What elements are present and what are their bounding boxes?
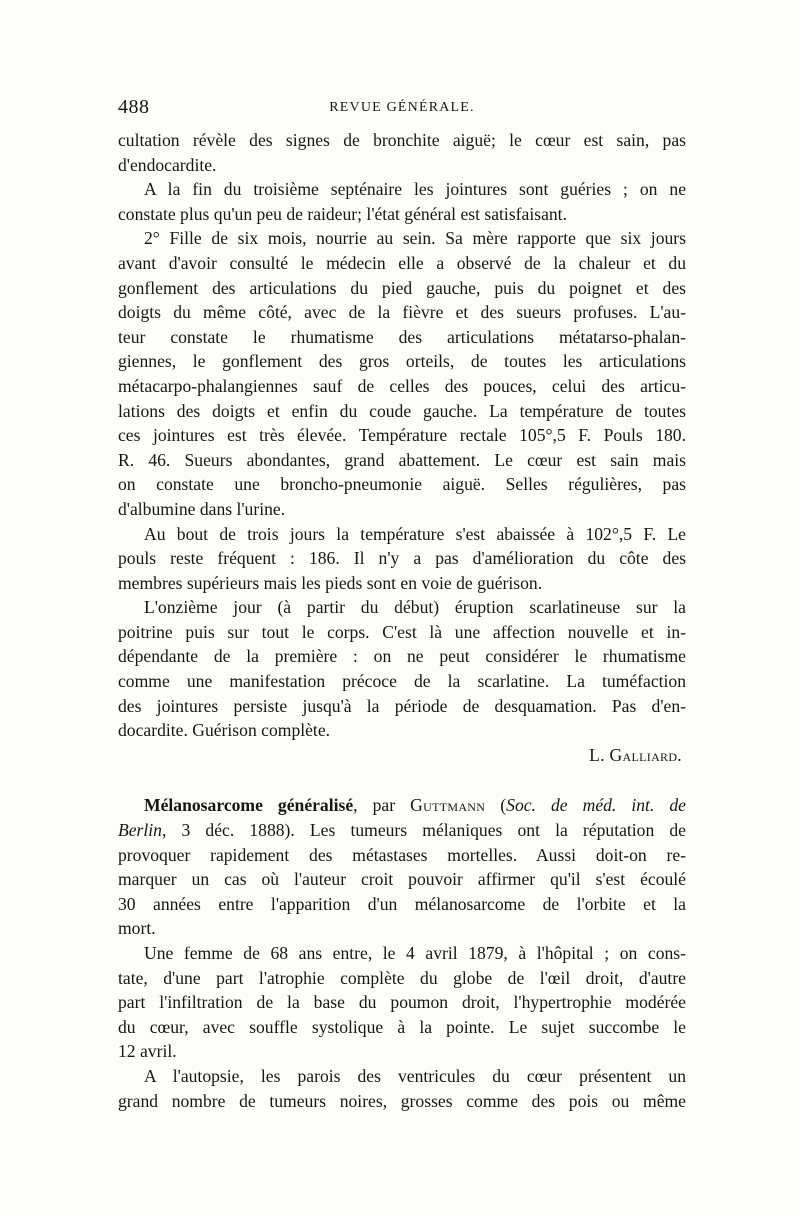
text-line: dépendante de la première : on ne peut considérer le rhumatisme — [118, 646, 686, 667]
article-source-open: ( — [485, 795, 507, 816]
text-line: des jointures persiste jusqu'à la période de desquamation. Pas d'en- — [118, 695, 686, 716]
article-source-city: Berlin — [118, 820, 162, 841]
text-line: comme une manifestation précoce de la scarlatine. La tuméfaction — [118, 671, 686, 692]
text-line: part l'infiltration de la base du poumon droit, l'hypertrophie modérée — [118, 992, 686, 1013]
text-line: 30 années entre l'apparition d'un mélanosarcome de l'orbite et la — [118, 893, 686, 914]
article-heading-line — [118, 793, 686, 818]
text-line: tate, d'une part l'atrophie complète du globe de l'œil droit, d'autre — [118, 967, 686, 988]
text-line: on constate une broncho-pneumonie aiguë. Selles régulières, pas — [118, 474, 686, 495]
text-line: lations des doigts et enfin du coude gauche. La température de toutes — [118, 400, 686, 421]
text-line: membres supérieurs mais les pieds sont en voie de guérison. — [118, 572, 543, 593]
article-source: Soc. de méd. int. de — [506, 795, 686, 816]
text-line: mort. — [118, 918, 156, 939]
article-author: Guttmann — [410, 795, 486, 816]
text-line: d'albumine dans l'urine. — [118, 498, 286, 519]
text-line: grand nombre de tumeurs noires, grosses comme des pois ou même — [118, 1090, 686, 1111]
text-line: doigts du même côté, avec de la fièvre et des sueurs profuses. L'au- — [118, 302, 686, 323]
text-line: A l'autopsie, les parois des ventricules du cœur présentent un — [144, 1065, 686, 1086]
text-line: cultation révèle des signes de bronchite aiguë; le cœur est sain, pas — [118, 130, 686, 150]
article-title: Mélanosarcome généralisé — [144, 795, 354, 816]
text-line: teur constate le rhumatisme des articulations métatarso-phalan- — [118, 326, 686, 347]
text-line: Une femme de 68 ans entre, le 4 avril 1879, à l'hôpital ; on cons- — [144, 943, 686, 963]
text-line: marquer un cas où l'auteur croit pouvoir affirmer qu'il s'est écoulé — [118, 869, 686, 890]
text-line: provoquer rapidement des métastases mortelles. Aussi doit-on re- — [118, 844, 686, 865]
text-line: A la fin du troisième septénaire les jointures sont guéries ; on ne — [144, 179, 686, 200]
text-line: avant d'avoir consulté le médecin elle a observé de la chaleur et du — [118, 252, 686, 273]
text-line: gonflement des articulations du pied gauche, puis du poignet et des — [118, 277, 686, 298]
section-gap — [118, 767, 686, 793]
text-line: Au bout de trois jours la température s'est abaissée à 102°,5 F. Le — [144, 523, 686, 544]
article-source-date: , 3 déc. 1888). Les tumeurs mélaniques ont la réputation de — [161, 820, 686, 841]
text-line: 2° Fille de six mois, nourrie au sein. Sa mère rapporte que six jours — [144, 228, 686, 249]
text-line: L'onzième jour (à partir du début) éruption scarlatineuse sur la — [144, 597, 686, 618]
body-text — [118, 128, 686, 1113]
text-line: docardite. Guérison complète. — [118, 720, 331, 741]
page-number: 488 — [118, 96, 150, 118]
text-line: 12 avril. — [118, 1041, 177, 1062]
text-line — [118, 818, 686, 843]
text-line: pouls reste fréquent : 186. Il n'y a pas d'amélioration du côte des — [118, 548, 686, 569]
text-line: giennes, le gonflement des gros orteils, de toutes les articulations — [118, 351, 686, 372]
text-line: d'endocardite. — [118, 154, 217, 175]
text-line: R. 46. Sueurs abondantes, grand abattement. Le cœur est sain mais — [118, 449, 686, 470]
text-line: ces jointures est très élevée. Température rectale 105°,5 F. Pouls 180. — [118, 425, 686, 446]
text-line: métacarpo-phalangiennes sauf de celles des pouces, celui des articu- — [118, 375, 686, 396]
article-by: , par — [353, 795, 411, 816]
page-header — [118, 94, 686, 120]
author-signature: L. Galliard. — [589, 744, 682, 765]
running-head: REVUE GÉNÉRALE. — [329, 100, 475, 115]
text-line: du cœur, avec souffle systolique à la pointe. Le sujet succombe le — [118, 1016, 686, 1037]
text-line: constate plus qu'un peu de raideur; l'état général est satisfaisant. — [118, 203, 567, 224]
text-line: poitrine puis sur tout le corps. C'est là une affection nouvelle et in- — [118, 621, 686, 642]
